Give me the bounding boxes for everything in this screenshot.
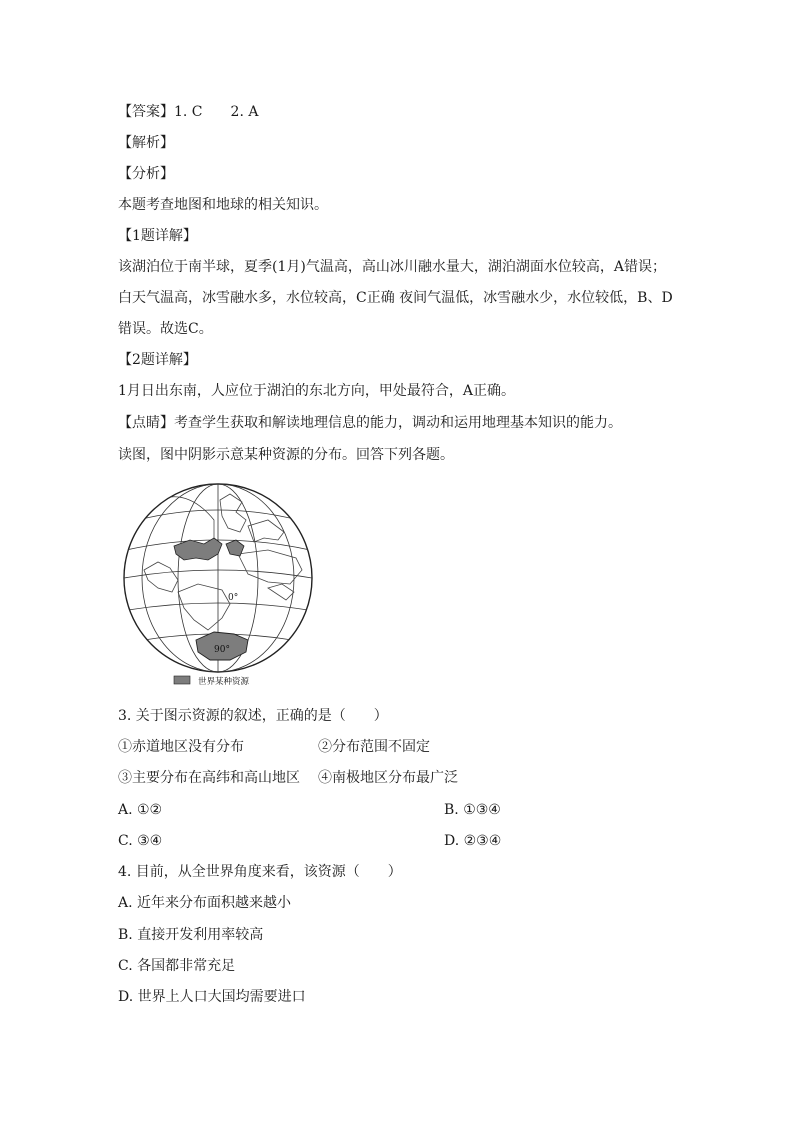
q3-statements-row-2 [118, 768, 458, 788]
q3-option-d[interactable]: D. ②③④ [444, 833, 502, 849]
analysis-label: 【解析】 [118, 135, 174, 151]
q2-detail-line: 1月日出东南，人应位于湖泊的东北方向，甲处最符合，A正确。 [118, 383, 516, 399]
q3-option-a[interactable]: A. ①② [118, 802, 163, 818]
q3-statement-4: ④南极地区分布最广泛 [318, 770, 458, 786]
comment-label: 【点睛】 [118, 415, 174, 431]
intro-line: 读图，图中阴影示意某种资源的分布。回答下列各题。 [118, 447, 454, 463]
q4-option-d[interactable]: D. 世界上人口大国均需要进口 [118, 989, 306, 1005]
globe-figure [118, 480, 318, 690]
q4-option-a[interactable]: A. 近年来分布面积越来越小 [118, 895, 292, 911]
q3-statements-row-1 [118, 737, 430, 757]
q3-statement-3: ③主要分布在高纬和高山地区 [118, 770, 300, 786]
answer-label: 【答案】 [118, 104, 174, 120]
answer-2: 2. A [230, 104, 259, 120]
comment-text: 考查学生获取和解读地理信息的能力，调动和运用地理基本知识的能力。 [174, 415, 622, 431]
answer-line [118, 102, 258, 122]
legend-swatch [174, 676, 190, 684]
comment-line [118, 413, 622, 433]
q4-option-b[interactable]: B. 直接开发利用率较高 [118, 927, 264, 943]
q3-stem: 3. 关于图示资源的叙述，正确的是（ ） [118, 708, 388, 724]
q3-option-c[interactable]: C. ③④ [118, 833, 163, 849]
q4-option-c[interactable]: C. 各国都非常充足 [118, 958, 236, 974]
analysis-sub-label: 【分析】 [118, 166, 174, 182]
q4-stem: 4. 目前，从全世界角度来看，该资源（ ） [118, 864, 402, 880]
pole-label: 90° [214, 645, 230, 655]
answer-1: 1. C [174, 104, 203, 120]
analysis-summary: 本题考查地图和地球的相关知识。 [118, 197, 328, 213]
equator-label: 0° [228, 593, 239, 603]
legend-label: 世界某种资源 [198, 677, 250, 687]
q1-detail-line-2: 白天气温高，冰雪融水多，水位较高，C正确 夜间气温低，冰雪融水少，水位较低，B、D [118, 290, 673, 306]
q1-detail-line-3: 错误。故选C。 [118, 321, 213, 337]
q1-detail-line-1: 该湖泊位于南半球，夏季(1月)气温高，高山冰川融水量大，湖泊湖面水位较高，A错误； [118, 259, 666, 275]
q3-statement-2: ②分布范围不固定 [318, 739, 430, 755]
globe-map [118, 480, 318, 690]
q3-option-b[interactable]: B. ①③④ [444, 802, 501, 818]
q2-detail-label: 【2题详解】 [118, 352, 197, 368]
q3-statement-1: ①赤道地区没有分布 [118, 739, 244, 755]
q1-detail-label: 【1题详解】 [118, 228, 197, 244]
